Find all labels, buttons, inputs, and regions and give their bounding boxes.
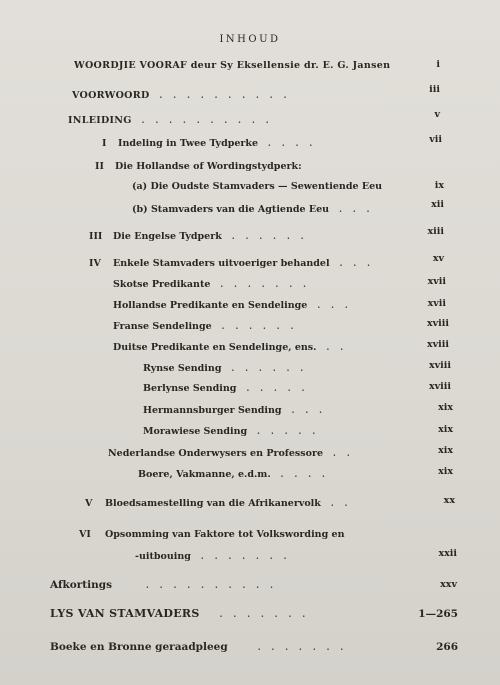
toc-entry-lys-van-stamvaders [50, 607, 316, 621]
leader-dots: .. [330, 498, 359, 508]
toc-entry-duitse-predikante [113, 340, 354, 354]
toc-entry-nederlandse-onderwysers [108, 446, 361, 460]
toc-entry-page: xviii [428, 381, 451, 392]
toc-entry-label: Indeling in Twee Tydperke [118, 138, 259, 149]
toc-entry-page: xix [438, 402, 453, 413]
toc-entry-label: Bloedsamestelling van die Afrikanervolk [105, 498, 321, 509]
leader-dots: ... [339, 258, 381, 268]
toc-entry-chapter-5 [85, 496, 358, 510]
toc-entry-label: Duitse Predikante en Sendelinge, ens. [113, 342, 317, 353]
toc-entry-label: Hollandse Predikante en Sendelinge [113, 300, 308, 311]
toc-entry-voorwoord [72, 88, 297, 102]
leader-dots: ..... [257, 426, 327, 436]
chapter-number: VI [79, 529, 91, 540]
toc-entry-label: Boeke en Bronne geraadpleeg [50, 641, 228, 653]
leader-dots: .... [280, 469, 336, 479]
toc-entry-label: LYS VAN STAMVADERS [50, 607, 200, 620]
toc-entry-chapter-3 [89, 229, 315, 243]
toc-entry-page: xxv [440, 579, 457, 590]
toc-entry-hollandse-predikante [113, 298, 359, 312]
leader-dots: ....... [200, 551, 298, 561]
toc-entry-label: Rynse Sending [143, 363, 222, 374]
toc-entry-chapter-4 [89, 256, 381, 270]
toc-entry-woordjie-vooraf [74, 59, 390, 73]
toc-entry-label: -uitbouing [135, 551, 191, 562]
leader-dots: .... [268, 138, 324, 148]
toc-entry-label: Skotse Predikante [113, 279, 211, 290]
chapter-number: III [89, 231, 103, 242]
toc-entry-page: xvii [427, 276, 446, 287]
toc-entry-label: Hermannsburger Sending [143, 405, 282, 416]
toc-entry-label: Morawiese Sending [143, 426, 248, 437]
toc-entry-chapter-6 [79, 528, 344, 542]
toc-entry-2a [132, 180, 382, 194]
chapter-number: I [102, 138, 107, 149]
leader-dots: ....... [219, 609, 317, 619]
toc-entry-label: Berlynse Sending [143, 383, 237, 394]
leader-dots: ..... [246, 383, 316, 393]
toc-entry-label: (b) Stamvaders van die Agtiende Eeu [132, 204, 330, 215]
leader-dots: .. [333, 448, 361, 458]
toc-entry-page: xviii [428, 360, 451, 371]
toc-entry-afkortings [50, 578, 284, 592]
toc-entry-label: Afkortings [50, 579, 113, 591]
chapter-number: V [85, 498, 93, 509]
toc-entry-page: vii [429, 134, 442, 145]
toc-entry-label: Boere, Vakmanne, e.d.m. [138, 469, 271, 480]
toc-entry-page: xxii [438, 548, 457, 559]
toc-entry-page: ix [434, 180, 444, 191]
leader-dots: ... [317, 300, 359, 310]
toc-entry-uitbouing [135, 549, 297, 563]
leader-dots: .. [326, 342, 355, 352]
chapter-number: II [95, 161, 104, 172]
toc-entry-page: xvii [427, 298, 446, 309]
toc-entry-berlynse-sending [143, 381, 315, 395]
leader-dots: ... [291, 405, 333, 415]
toc-entry-label: VOORWOORD [72, 90, 150, 101]
leader-dots: .......... [146, 580, 284, 590]
leader-dots: ...... [231, 231, 315, 241]
toc-entry-page: xiii [427, 226, 444, 237]
toc-entry-label: Franse Sendelinge [113, 321, 212, 332]
toc-entry-morawiese-sending [143, 424, 326, 438]
toc-entry-label: INLEIDING [68, 115, 132, 126]
leader-dots: ...... [221, 321, 305, 331]
toc-entry-page: xix [438, 424, 453, 435]
leader-dots: ....... [257, 642, 355, 652]
leader-dots: .......... [141, 115, 280, 125]
toc-entry-boere-vakmanne [138, 467, 336, 481]
toc-entry-page: xviii [426, 339, 449, 350]
toc-entry-hermannsburger-sending [143, 403, 333, 417]
toc-entry-inleiding [68, 113, 280, 127]
toc-entry-page: 1—265 [418, 608, 458, 620]
toc-entry-label: WOORDJIE VOORAF deur Sy Eksellensie dr. E. G. Jansen [74, 60, 391, 71]
toc-entry-page: xii [431, 199, 444, 210]
toc-entry-label: Die Hollandse of Wordingstydperk: [115, 161, 302, 172]
toc-entry-skotse-predikante [113, 277, 317, 291]
toc-entry-page: v [434, 109, 440, 120]
toc-entry-franse-sendelinge [113, 319, 304, 333]
toc-entry-rynse-sending [143, 361, 314, 375]
toc-entry-2b [132, 202, 380, 216]
leader-dots: .......... [159, 90, 298, 100]
toc-entry-page: xviii [426, 318, 449, 329]
page-title: INHOUD [219, 34, 281, 45]
toc-entry-page: 266 [436, 641, 458, 653]
toc-entry-page: i [436, 59, 440, 70]
toc-entry-page: xv [432, 253, 444, 264]
toc-entry-chapter-1 [102, 136, 323, 150]
toc-entry-chapter-2 [95, 160, 302, 174]
toc-entry-page: xx [443, 495, 455, 506]
toc-entry-page: iii [429, 84, 440, 95]
chapter-number: IV [89, 258, 101, 269]
toc-entry-label: Enkele Stamvaders uitvoeriger behandel [113, 258, 330, 269]
toc-entry-label: Opsomming van Faktore tot Volkswording en [105, 529, 345, 540]
leader-dots: ... [339, 204, 381, 214]
toc-entry-label: Nederlandse Onderwysers en Professore [108, 448, 324, 459]
toc-entry-label: (a) Die Oudste Stamvaders — Sewentiende Eeu [132, 181, 383, 192]
toc-entry-page: xix [438, 466, 453, 477]
leader-dots: ...... [231, 363, 315, 373]
toc-entry-boeke-en-bronne [50, 640, 354, 654]
toc-entry-label: Die Engelse Tydperk [113, 231, 222, 242]
toc-entry-page: xix [438, 445, 453, 456]
leader-dots: ....... [220, 279, 317, 289]
